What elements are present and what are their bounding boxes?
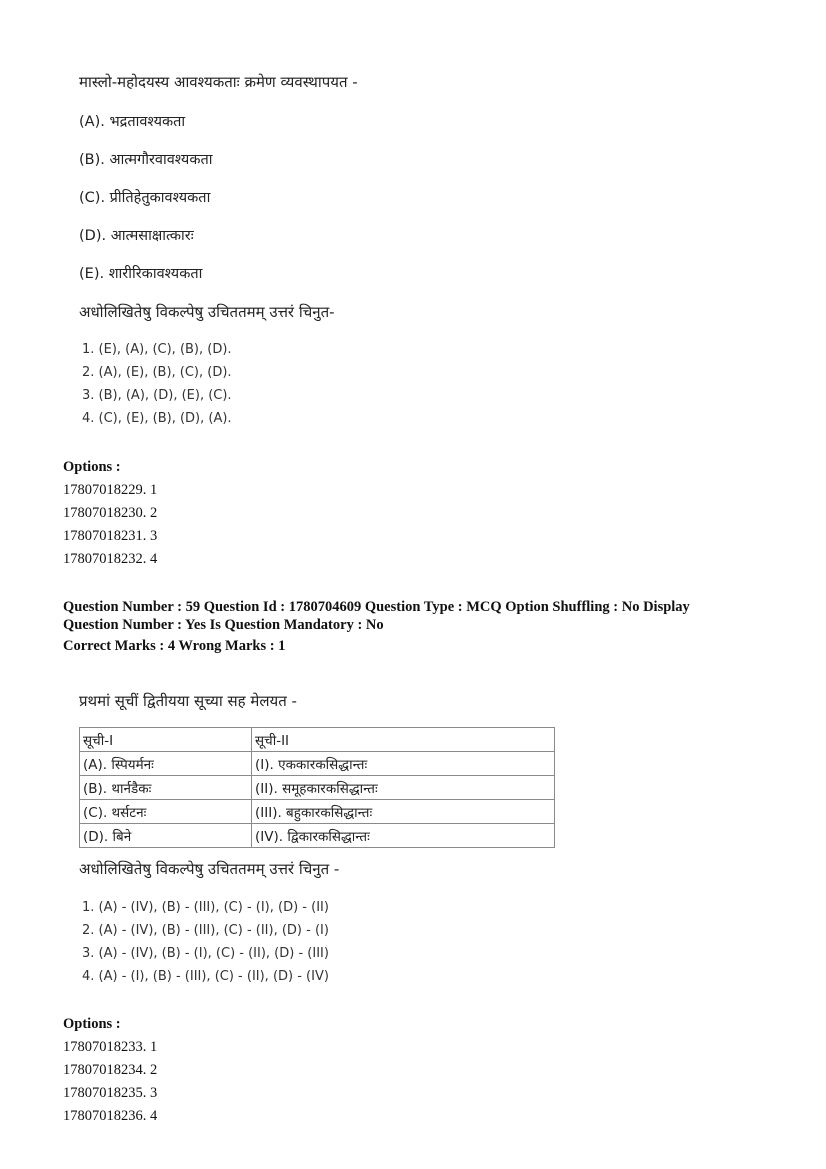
q59-header-line2: Question Number : Yes Is Question Mandatory : No bbox=[63, 617, 384, 633]
q58-option-id-1: 17807018229. 1 bbox=[63, 482, 158, 498]
q59-stem: प्रथमां सूचीं द्वितीयया सूच्या सह मेलयत - bbox=[79, 692, 297, 710]
list-2-item-iv: (IV). द्विकारकसिद्धान्तः bbox=[252, 824, 555, 848]
list-1-item-a: (A). स्पियर्मनः bbox=[80, 752, 252, 776]
q59-choice-2: 2. (A) - (IV), (B) - (III), (C) - (II), (D) - (I) bbox=[82, 923, 329, 938]
q58-option-id-4: 17807018232. 4 bbox=[63, 551, 158, 567]
list-1-header: सूची-I bbox=[80, 728, 252, 752]
list-1-item-c: (C). थर्सटनः bbox=[80, 800, 252, 824]
q59-option-id-4: 17807018236. 4 bbox=[63, 1108, 158, 1124]
q58-statement-d: (D). आत्मसाक्षात्कारः bbox=[79, 228, 194, 244]
q59-option-id-2: 17807018234. 2 bbox=[63, 1062, 158, 1078]
list-1-item-d: (D). बिने bbox=[80, 824, 252, 848]
q58-stem: मास्लो-महोदयस्य आवश्यकताः क्रमेण व्यवस्थापयत - bbox=[79, 73, 358, 91]
list-2-item-ii: (II). समूहकारकसिद्धान्तः bbox=[252, 776, 555, 800]
q58-choice-2: 2. (A), (E), (B), (C), (D). bbox=[82, 365, 232, 380]
q59-option-id-3: 17807018235. 3 bbox=[63, 1085, 158, 1101]
q59-choice-3: 3. (A) - (IV), (B) - (I), (C) - (II), (D) - (III) bbox=[82, 946, 329, 961]
q58-statement-e: (E). शारीरिकावश्यकता bbox=[79, 266, 203, 282]
list-2-header: सूची-II bbox=[252, 728, 555, 752]
q58-option-id-3: 17807018231. 3 bbox=[63, 528, 158, 544]
q59-instruction: अधोलिखितेषु विकल्पेषु उचिततमम् उत्तरं चिनुत - bbox=[79, 860, 340, 878]
q59-marks: Correct Marks : 4 Wrong Marks : 1 bbox=[63, 638, 286, 654]
match-table bbox=[79, 727, 555, 848]
q58-statement-a: (A). भद्रतावश्यकता bbox=[79, 114, 186, 130]
q59-choice-4: 4. (A) - (I), (B) - (III), (C) - (II), (D) - (IV) bbox=[82, 969, 329, 984]
table-row bbox=[80, 800, 555, 824]
table-row bbox=[80, 824, 555, 848]
list-1-item-b: (B). थार्नडैकः bbox=[80, 776, 252, 800]
table-row bbox=[80, 776, 555, 800]
q58-statement-b: (B). आत्मगौरवावश्यकता bbox=[79, 152, 213, 168]
q58-statement-c: (C). प्रीतिहेतुकावश्यकता bbox=[79, 190, 211, 206]
list-2-item-iii: (III). बहुकारकसिद्धान्तः bbox=[252, 800, 555, 824]
q59-choice-1: 1. (A) - (IV), (B) - (III), (C) - (I), (D) - (II) bbox=[82, 900, 329, 915]
table-row bbox=[80, 752, 555, 776]
q59-header-line1: Question Number : 59 Question Id : 1780704609 Question Type : MCQ Option Shuffling : No Display bbox=[63, 599, 690, 615]
q58-choice-1: 1. (E), (A), (C), (B), (D). bbox=[82, 342, 232, 357]
q58-choice-3: 3. (B), (A), (D), (E), (C). bbox=[82, 388, 232, 403]
q58-choice-4: 4. (C), (E), (B), (D), (A). bbox=[82, 411, 232, 426]
q58-instruction: अधोलिखितेषु विकल्पेषु उचिततमम् उत्तरं चिनुत- bbox=[79, 303, 335, 321]
q59-options-label: Options : bbox=[63, 1016, 121, 1032]
q58-options-label: Options : bbox=[63, 459, 121, 475]
match-table-header bbox=[80, 728, 555, 752]
q58-option-id-2: 17807018230. 2 bbox=[63, 505, 158, 521]
q59-option-id-1: 17807018233. 1 bbox=[63, 1039, 158, 1055]
list-2-item-i: (I). एककारकसिद्धान्तः bbox=[252, 752, 555, 776]
